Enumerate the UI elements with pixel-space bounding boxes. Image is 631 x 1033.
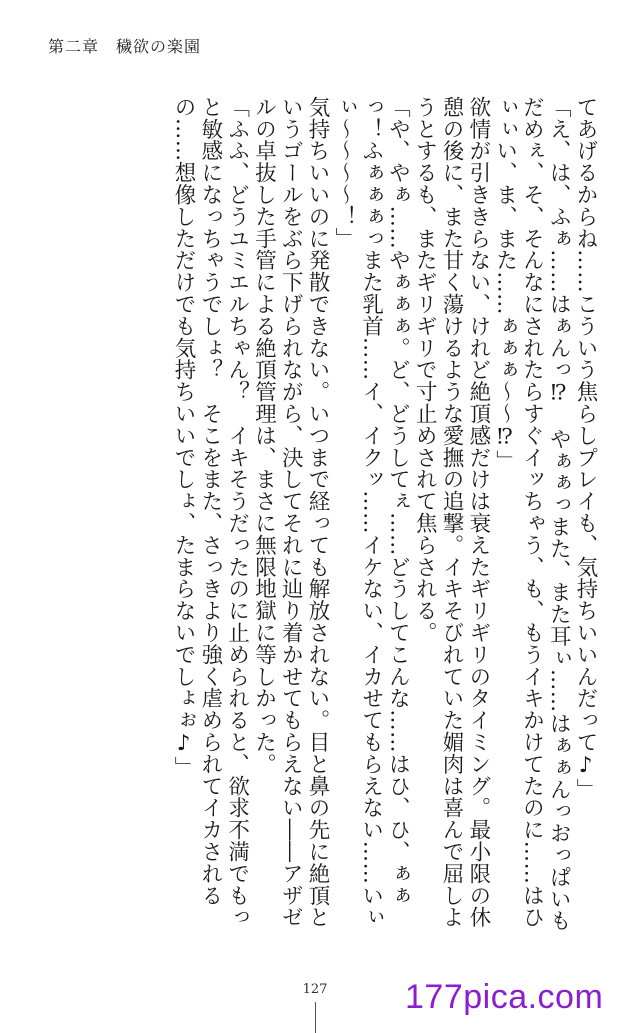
paragraph: 気持ちいいのに発散できない。いつまで経っても解放されない。目と鼻の先に絶頂というゴールをぶら下げられながら、決してそれに辿り着かせてもらえない――アザゼルの卓抜した手管による絶頂管理は、まさに無限地獄に等しかった。 — [251, 96, 331, 929]
vertical-body-text — [48, 96, 598, 938]
paragraph: 「や、やぁ……やぁぁぁ。ど、どうしてぇ……どうしてこんな……はひ、ひ、ぁぁっ！ふぁぁぁっまた乳首……イ、イクッ……イケない、イカせてもらえない……いぃぃ～～～～！」 — [331, 96, 411, 929]
paragraph: てあげるからね……こういう焦らしプレイも、気持ちいいんだって♪」 — [573, 96, 598, 801]
paragraph: 欲情が引ききらない、けれど絶頂感だけは衰えたギリギリのタイミング。最小限の休憩の後に、また甘く蕩けるような愛撫の追撃。イキそびれていた媚肉は喜んで屈しようとするも、またギリギリで寸止めされて焦らされる。 — [412, 96, 491, 929]
watermark-text: 177pica.com — [405, 978, 604, 1016]
paragraph: 「え、は、ふぁ……はぁんっ⁉ やぁぁっまた、また耳ぃ……はぁぁんっおっぱいもだめぇ、そ、そんなにされたらすぐイッちゃう、も、もうイキかけてたのに……はひぃぃい、ま、また……ぁぁぁ～～⁉」 — [492, 96, 572, 932]
footer-divider — [315, 1002, 316, 1033]
paragraph: 「ふふ、どうユミエルちゃん？ イキそうだったのに止められると、欲求不満でもっと敏感になっちゃうでしょ？ そこをまた、さっきより強く虐められてイカされるの……想像しただけでも気持ちいいでしょ、たまらないでしょぉ♪」 — [171, 96, 250, 929]
running-head: 第二章 穢欲の楽園 — [48, 37, 202, 56]
page-number: 127 — [302, 982, 328, 997]
